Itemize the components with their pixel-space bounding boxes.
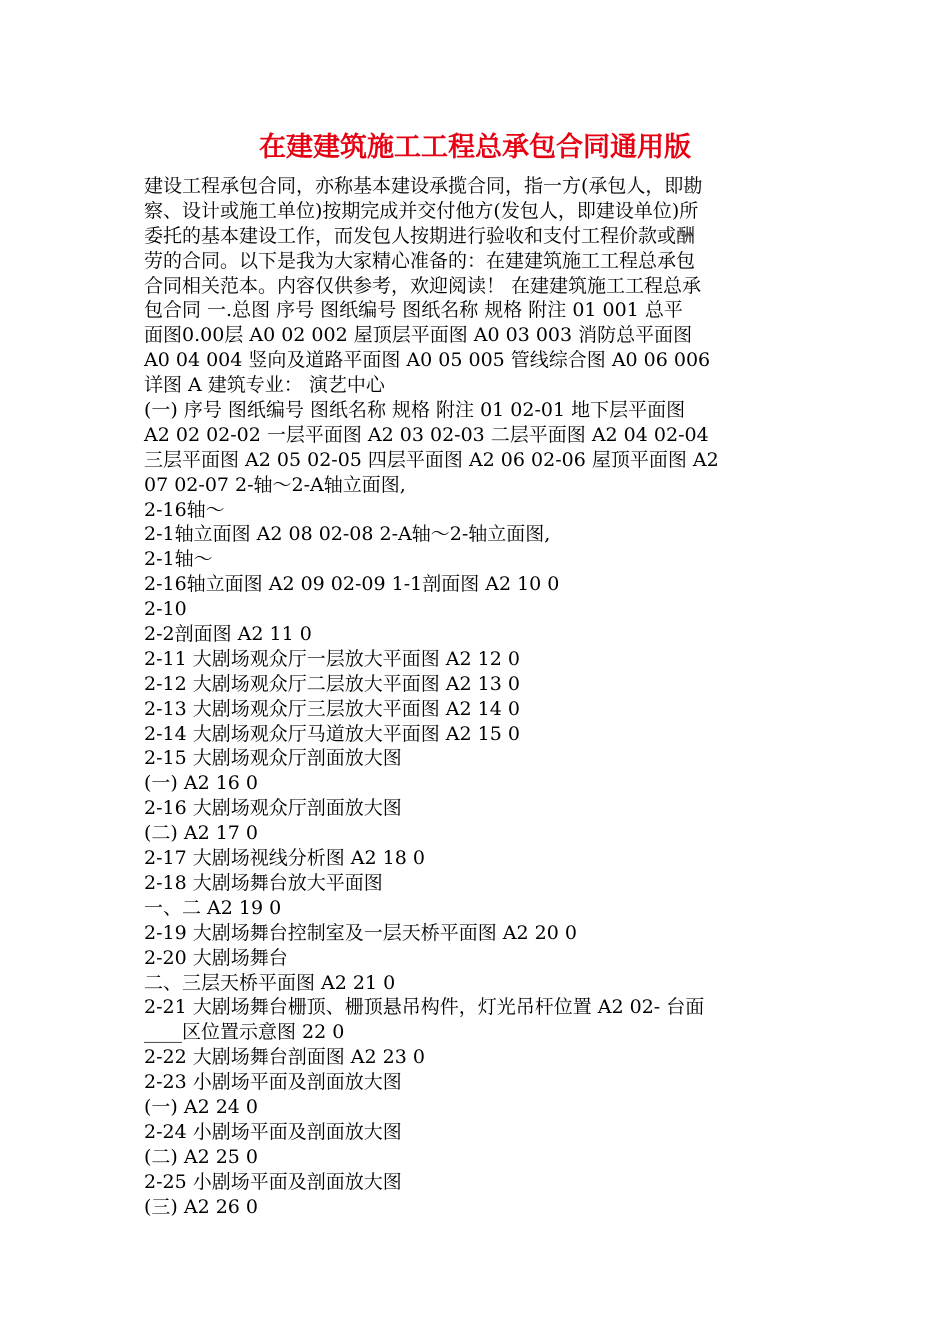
body-line: 察、设计或施工单位)按期完成并交付他方(发包人，即建设单位)所 — [144, 199, 699, 222]
body-line: 建设工程承包合同，亦称基本建设承揽合同，指一方(承包人，即勘 — [144, 175, 703, 197]
body-line: (二) A2 25 0 — [144, 1145, 259, 1168]
body-line: (一) A2 16 0 — [144, 772, 259, 795]
body-line: 面图0.00层 A0 02 002 屋顶层平面图 A0 03 003 消防总平面图 — [144, 324, 693, 347]
body-line: 劳的合同。以下是我为大家精心准备的：在建建筑施工工程总承包 — [144, 249, 696, 272]
body-line: 2-19 大剧场舞台控制室及一层天桥平面图 A2 20 0 — [144, 921, 577, 944]
body-line: 2-11 大剧场观众厅一层放大平面图 A2 12 0 — [144, 647, 520, 670]
body-line: 2-13 大剧场观众厅三层放大平面图 A2 14 0 — [144, 697, 520, 720]
body-line: 2-18 大剧场舞台放大平面图 — [144, 871, 383, 894]
body-line: 2-2剖面图 A2 11 0 — [144, 623, 312, 646]
body-line: 2-16轴～ — [144, 498, 225, 521]
body-line: 2-10 — [144, 598, 187, 621]
body-line: 详图 A 建筑专业： 演艺中心 — [144, 374, 385, 397]
body-line: 2-1轴立面图 A2 08 02-08 2-A轴～2-轴立面图, — [144, 523, 551, 546]
body-line: 2-22 大剧场舞台剖面图 A2 23 0 — [144, 1046, 425, 1069]
body-line: 2-16 大剧场观众厅剖面放大图 — [144, 797, 402, 820]
body-line: 2-15 大剧场观众厅剖面放大图 — [144, 747, 402, 770]
body-line: A0 04 004 竖向及道路平面图 A0 05 005 管线综合图 A0 06 006 — [144, 349, 711, 372]
body-line: 07 02-07 2-轴～2-A轴立面图, — [144, 473, 406, 496]
body-line: 包合同 一.总图 序号 图纸编号 图纸名称 规格 附注 01 001 总平 — [144, 299, 683, 322]
document-body — [144, 174, 808, 1219]
body-line: A2 02 02-02 一层平面图 A2 03 02-03 二层平面图 A2 04 02-04 — [144, 423, 709, 446]
body-line: (三) A2 26 0 — [144, 1195, 259, 1218]
body-line: 2-16轴立面图 A2 09 02-09 1-1剖面图 A2 10 0 — [144, 573, 560, 596]
body-line: 二、三层天桥平面图 A2 21 0 — [144, 971, 396, 994]
body-line: 2-20 大剧场舞台 — [144, 946, 288, 969]
body-line: (一) A2 24 0 — [144, 1095, 259, 1118]
body-line: 2-21 大剧场舞台栅顶、栅顶悬吊构件，灯光吊杆位置 A2 02- 台面 — [144, 996, 705, 1019]
body-line: 2-17 大剧场视线分析图 A2 18 0 — [144, 847, 425, 870]
body-line: 2-14 大剧场观众厅马道放大平面图 A2 15 0 — [144, 722, 520, 745]
body-line: 2-23 小剧场平面及剖面放大图 — [144, 1071, 402, 1094]
body-line: (一) 序号 图纸编号 图纸名称 规格 附注 01 02-01 地下层平面图 — [144, 399, 686, 422]
body-line: 三层平面图 A2 05 02-05 四层平面图 A2 06 02-06 屋顶平面图 A2 — [144, 448, 719, 471]
body-line: 一、二 A2 19 0 — [144, 896, 282, 919]
body-line: 2-25 小剧场平面及剖面放大图 — [144, 1170, 402, 1193]
body-line: 2-1轴～ — [144, 548, 213, 571]
document-title: 在建建筑施工工程总承包合同通用版 — [259, 132, 691, 163]
body-line: 委托的基本建设工作，而发包人按期进行验收和支付工程价款或酬 — [144, 224, 696, 247]
body-line: 2-12 大剧场观众厅二层放大平面图 A2 13 0 — [144, 672, 520, 695]
body-line: 2-24 小剧场平面及剖面放大图 — [144, 1120, 402, 1143]
body-line: 合同相关范本。内容仅供参考，欢迎阅读！ 在建建筑施工工程总承 — [144, 274, 702, 297]
body-line: (二) A2 17 0 — [144, 822, 259, 845]
body-line: ____区位置示意图 22 0 — [144, 1021, 345, 1044]
